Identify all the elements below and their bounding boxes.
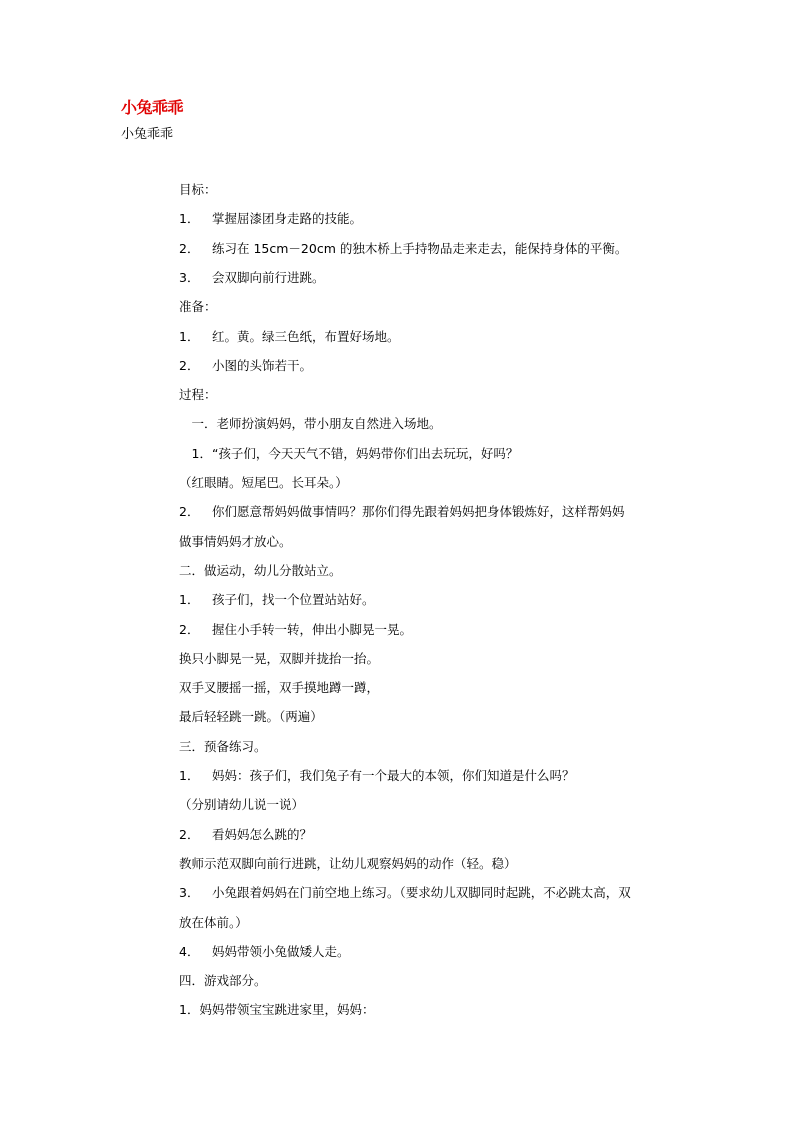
line-text: 你们愿意帮妈妈做事情吗？那你们得先跟着妈妈把身体锻炼好，这样帮妈妈 xyxy=(212,504,625,520)
body-line xyxy=(179,358,312,374)
line-text: （红眼睛。短尾巴。长耳朵。） xyxy=(179,475,348,490)
line-text: 妈妈带领小兔做矮人走。 xyxy=(212,943,350,959)
line-text: 看妈妈怎么跳的？ xyxy=(212,826,313,842)
line-text: 红。黄。绿三色纸，布置好场地。 xyxy=(212,328,400,344)
line-text: 掌握屈漆团身走路的技能。 xyxy=(212,211,363,227)
body-line xyxy=(179,182,217,198)
line-text: 目标： xyxy=(179,182,217,197)
body-line xyxy=(179,1002,374,1018)
line-text: 教师示范双脚向前行进跳，让幼儿观察妈妈的动作（轻。稳） xyxy=(179,855,517,871)
line-number: 3． xyxy=(179,269,200,285)
line-number: 2． xyxy=(179,357,200,373)
line-text: 双手叉腰摇一摇，双手摸地蹲一蹲， xyxy=(179,680,380,696)
line-text: 孩子们，找一个位置站站好。 xyxy=(212,592,375,608)
line-number: 2． xyxy=(179,504,200,520)
body-line xyxy=(179,416,442,432)
document-subtitle: 小兔乖乖 xyxy=(121,127,174,142)
body-line xyxy=(179,709,323,725)
body-line xyxy=(179,329,400,345)
line-text: 放在体前。） xyxy=(179,914,248,930)
body-line xyxy=(179,504,625,520)
body-line xyxy=(179,973,267,989)
line-number: 1． xyxy=(179,592,200,608)
line-number: 2． xyxy=(179,240,200,256)
body-line xyxy=(179,680,379,696)
line-text: 练习在 15cm－20cm 的独木桥上手持物品走来走去，能保持身体的平衡。 xyxy=(212,240,628,256)
line-text: 握住小手转一转，伸出小脚晃一晃。 xyxy=(212,621,413,637)
body-line xyxy=(179,299,217,315)
line-number: 2． xyxy=(179,621,200,637)
body-line xyxy=(179,534,292,550)
body-line xyxy=(179,446,518,462)
line-number: 2． xyxy=(179,826,200,842)
body-line xyxy=(179,563,342,579)
body-line xyxy=(179,827,312,843)
line-text: 1．“孩子们，今天天气不错，妈妈带你们出去玩玩，好吗？ xyxy=(179,445,519,461)
line-text: 会双脚向前行进跳。 xyxy=(212,269,325,285)
line-text: 小图的头饰若干。 xyxy=(212,357,313,373)
line-number: 1． xyxy=(179,211,200,227)
line-text: 1．妈妈带领宝宝跳进家里，妈妈： xyxy=(179,1002,375,1018)
line-number: 1． xyxy=(179,768,200,783)
line-text: 换只小脚晃一晃，双脚并拢抬一抬。 xyxy=(179,650,380,666)
body-line xyxy=(179,592,375,608)
line-text: 做事情妈妈才放心。 xyxy=(179,533,292,549)
line-number: 1． xyxy=(179,328,200,344)
line-text: 最后轻轻跳一跳。（两遍） xyxy=(179,709,323,725)
body-line xyxy=(179,270,325,286)
body-line xyxy=(179,475,348,491)
line-number: 4． xyxy=(179,943,200,959)
line-text: 妈妈：孩子们，我们兔子有一个最大的本领，你们知道是什么吗？ xyxy=(212,768,575,783)
body-line xyxy=(179,739,267,755)
body-line xyxy=(179,211,362,227)
body-line xyxy=(179,241,627,257)
line-text: 过程： xyxy=(179,387,217,403)
body-line xyxy=(179,797,304,813)
line-text: 一．老师扮演妈妈，带小朋友自然进入场地。 xyxy=(179,416,442,432)
line-text: 二．做运动，幼儿分散站立。 xyxy=(179,562,342,578)
body-line xyxy=(179,651,379,667)
line-text: 三．预备练习。 xyxy=(179,738,267,754)
body-line xyxy=(179,768,575,784)
line-number: 3． xyxy=(179,885,200,901)
body-line xyxy=(179,915,248,931)
body-line xyxy=(179,387,217,403)
line-text: 小兔跟着妈妈在门前空地上练习。（要求幼儿双脚同时起跳，不必跳太高，双 xyxy=(212,885,631,901)
body-line xyxy=(179,856,517,872)
line-text: （分别请幼儿说一说） xyxy=(179,797,305,813)
document-title: 小兔乖乖 xyxy=(121,98,184,117)
line-text: 四．游戏部分。 xyxy=(179,973,267,989)
body-line xyxy=(179,885,631,901)
line-text: 准备： xyxy=(179,299,217,315)
body-line xyxy=(179,622,412,638)
body-line xyxy=(179,944,350,960)
